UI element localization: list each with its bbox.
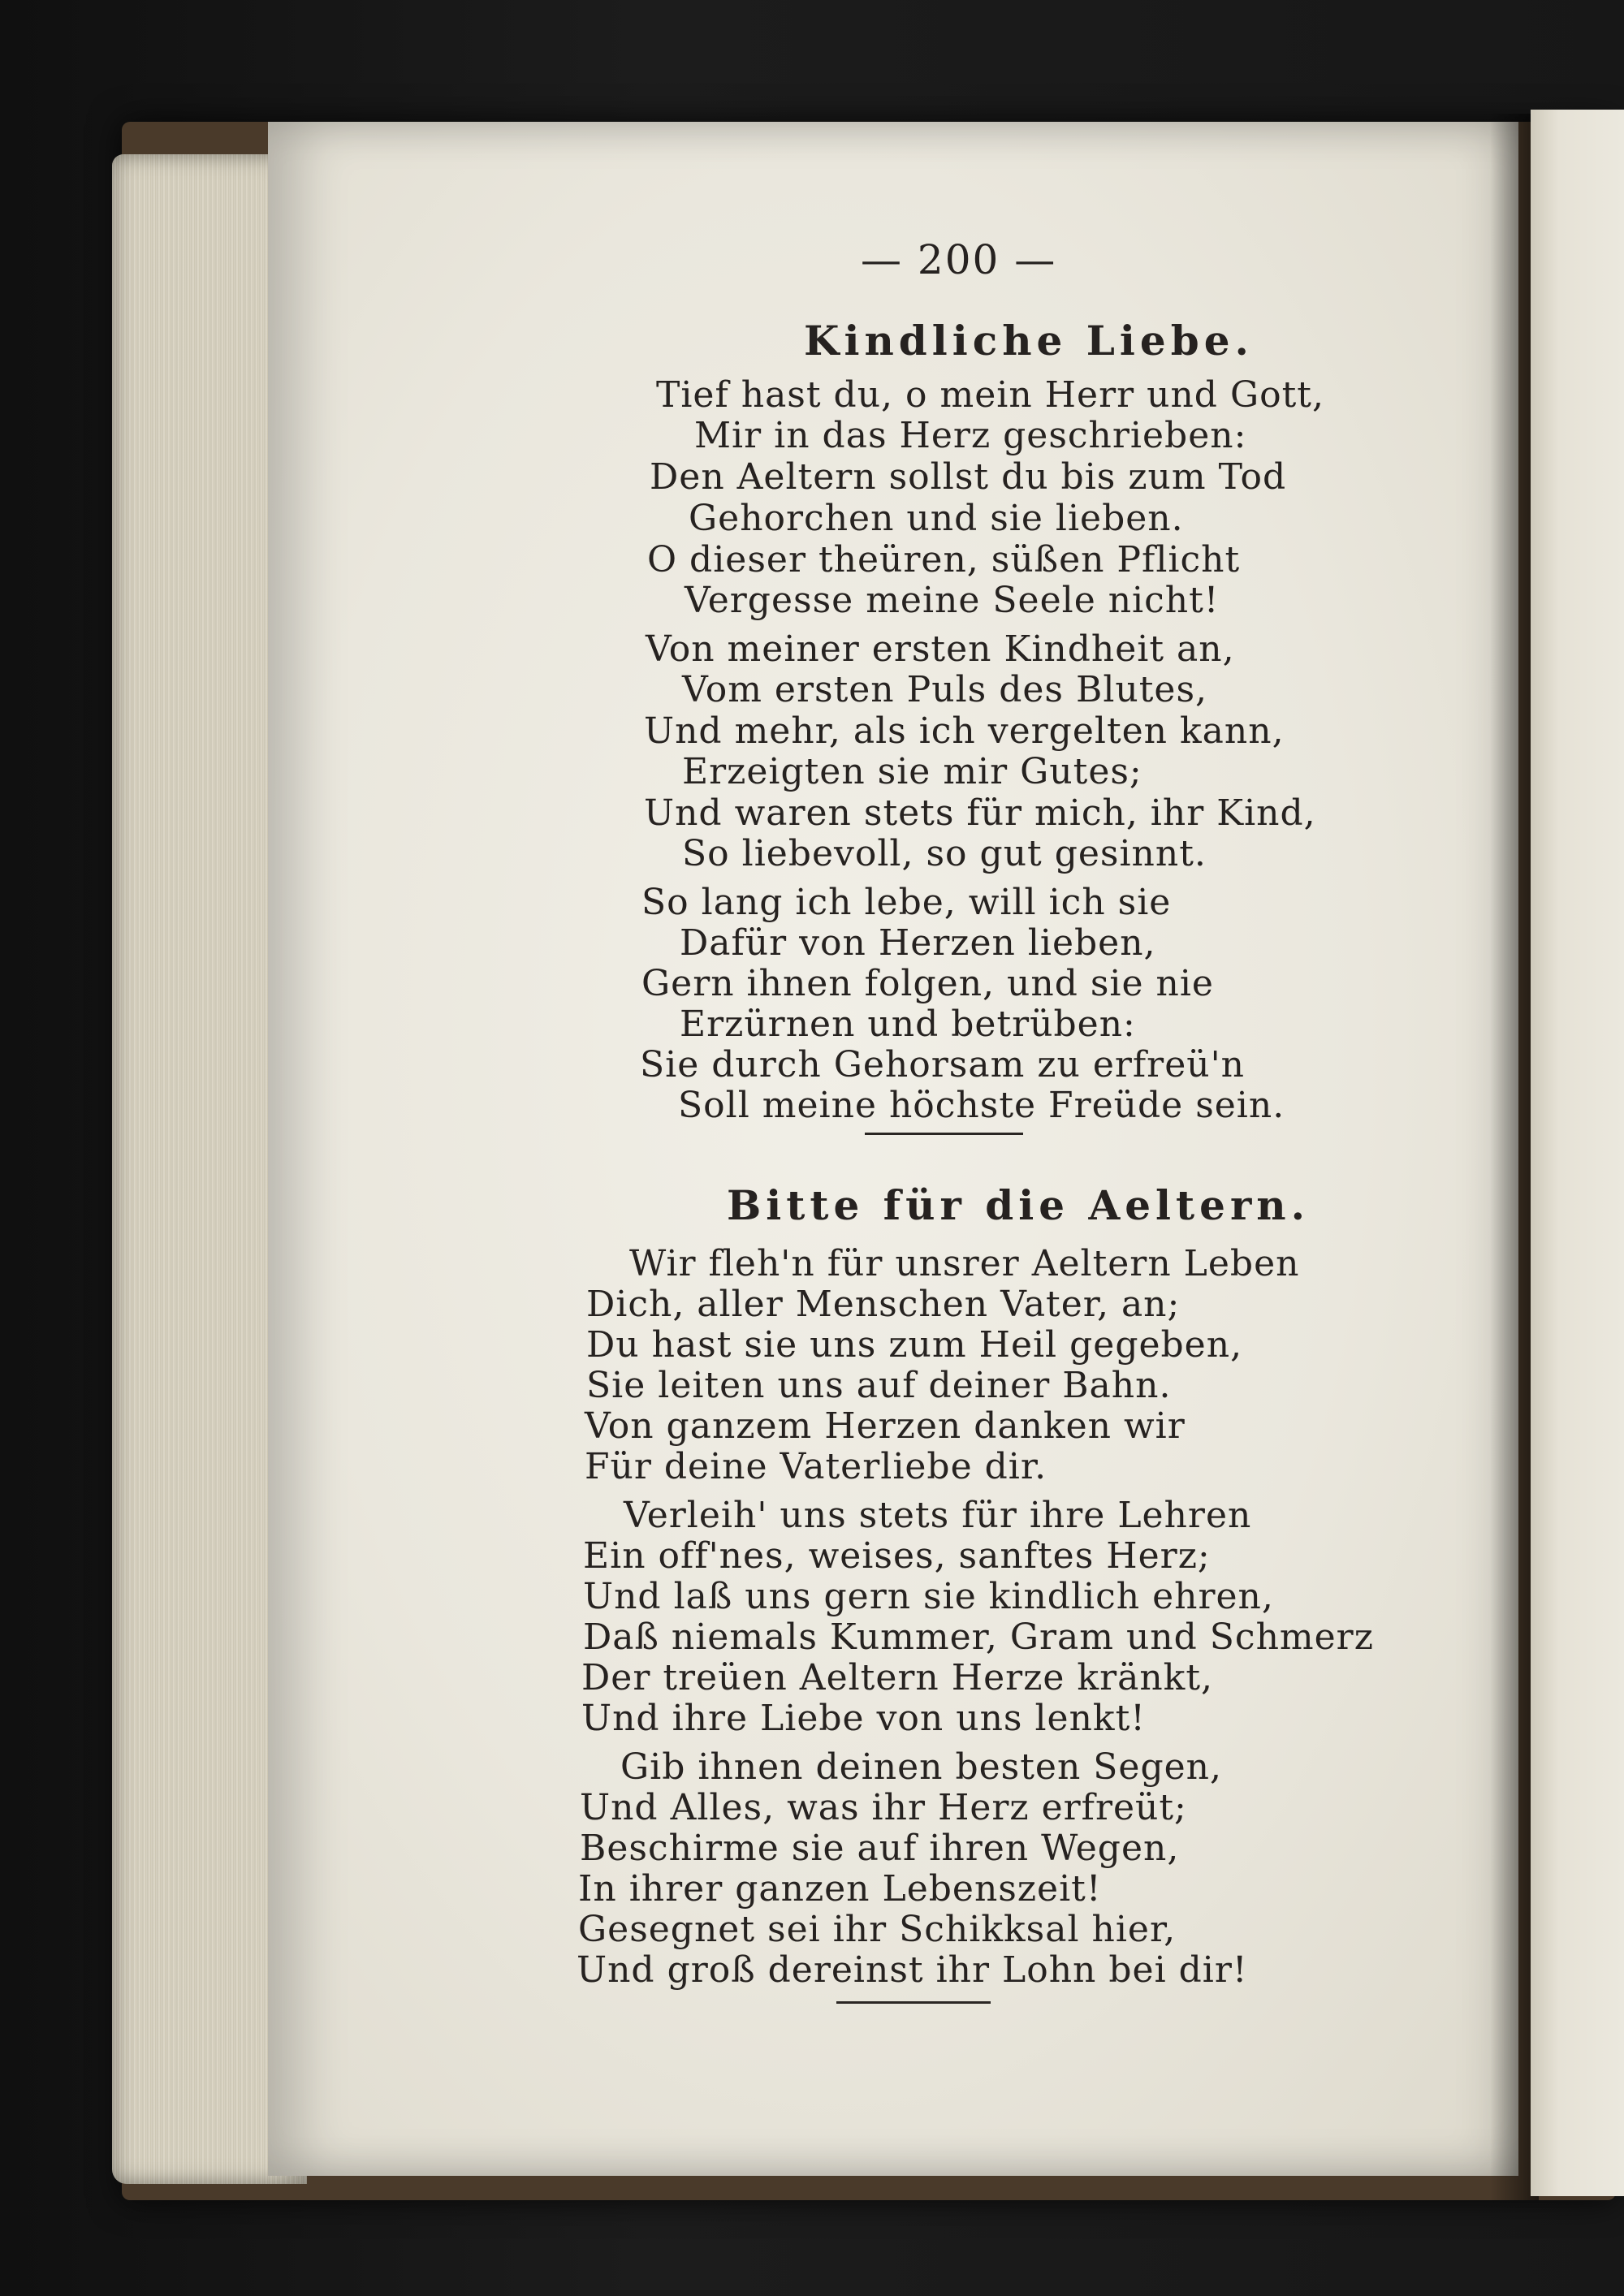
poem-line: O dieser theüren, süßen Pflicht <box>647 539 1241 580</box>
poem-line: Daß niemals Kummer, Gram und Schmerz <box>583 1616 1374 1658</box>
right-page <box>1531 110 1624 2196</box>
poem-line: Erzürnen und betrüben: <box>680 1003 1136 1045</box>
poem-line: Sie leiten uns auf deiner Bahn. <box>586 1365 1172 1406</box>
poem-line: Von meiner ersten Kindheit an, <box>646 628 1235 670</box>
poem-line: Dich, aller Menschen Vater, an; <box>586 1284 1181 1325</box>
poem-line: Gern ihnen folgen, und sie nie <box>641 963 1214 1004</box>
poem-line: So liebevoll, so gut gesinnt. <box>682 833 1207 874</box>
poem-line: Erzeigten sie mir Gutes; <box>682 751 1142 792</box>
poem-line: Du hast sie uns zum Heil gegeben, <box>586 1324 1243 1366</box>
poem-line: Gib ihnen deinen besten Segen, <box>620 1746 1223 1788</box>
poem-line: Von ganzem Herzen danken wir <box>585 1405 1186 1447</box>
poem-line: Vergesse meine Seele nicht! <box>685 580 1220 621</box>
poem-line: Dafür von Herzen lieben, <box>680 922 1156 964</box>
poem-line: Soll meine höchste Freüde sein. <box>678 1085 1285 1126</box>
poem-line: Und mehr, als ich vergelten kann, <box>644 710 1285 752</box>
page-number: — 200 — <box>861 236 1057 283</box>
poem-line: Und waren stets für mich, ihr Kind, <box>644 792 1316 834</box>
poem-line: In ihrer ganzen Lebenszeit! <box>578 1868 1102 1910</box>
section-divider <box>836 2001 991 2004</box>
poem-line: Verleih' uns stets für ihre Lehren <box>624 1495 1252 1536</box>
poem-title: Bitte für die Aeltern. <box>727 1181 1311 1229</box>
section-divider <box>865 1133 1023 1135</box>
poem-line: Und laß uns gern sie kindlich ehren, <box>583 1576 1274 1617</box>
poem-line: Der treüen Aeltern Herze kränkt, <box>581 1657 1214 1698</box>
poem-line: Tief hast du, o mein Herr und Gott, <box>656 374 1324 416</box>
poem-title: Kindliche Liebe. <box>804 317 1254 365</box>
poem-line: Und ihre Liebe von uns lenkt! <box>581 1698 1146 1739</box>
poem-line: Mir in das Herz geschrieben: <box>694 415 1247 456</box>
poem-line: Beschirme sie auf ihren Wegen, <box>580 1828 1180 1869</box>
poem-line: Sie durch Gehorsam zu erfreü'n <box>640 1044 1246 1085</box>
poem-line: Ein off'nes, weises, sanftes Herz; <box>583 1535 1211 1577</box>
poem-line: Und groß dereinst ihr Lohn bei dir! <box>577 1949 1248 1991</box>
poem-line: Gehorchen und sie lieben. <box>689 498 1184 539</box>
poem-line: Wir fleh'n für unsrer Aeltern Leben <box>629 1243 1300 1284</box>
poem-line: Und Alles, was ihr Herz erfreüt; <box>580 1787 1187 1828</box>
poem-line: So lang ich lebe, will ich sie <box>641 882 1172 923</box>
poem-line: Vom ersten Puls des Blutes, <box>682 669 1208 710</box>
poem-line: Gesegnet sei ihr Schikksal hier, <box>578 1909 1177 1950</box>
poem-line: Den Aeltern sollst du bis zum Tod <box>650 456 1287 498</box>
poem-line: Für deine Vaterliebe dir. <box>585 1446 1047 1487</box>
